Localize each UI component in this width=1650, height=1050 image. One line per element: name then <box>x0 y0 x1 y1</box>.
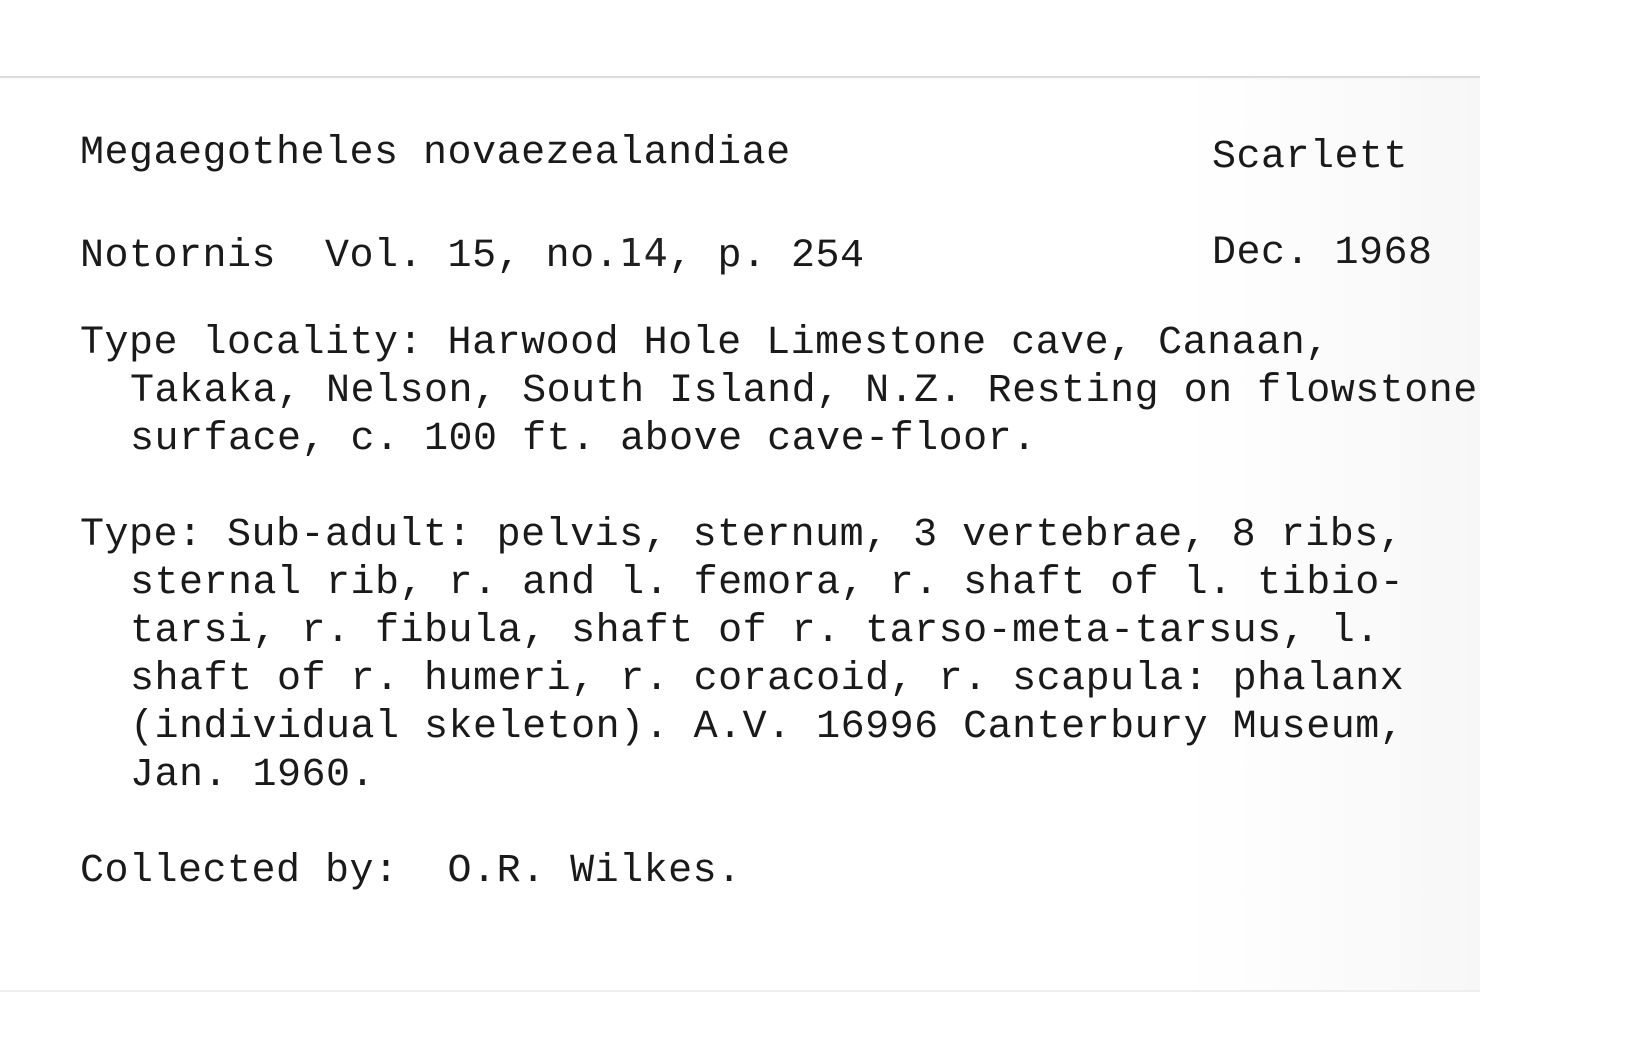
species-name: Megaegotheles novaezealandiae <box>80 131 791 176</box>
type-specimen-line: (individual skeleton). A.V. 16996 Canterbury Museum, <box>130 705 1405 750</box>
type-specimen-line: Type: Sub-adult: pelvis, sternum, 3 vertebrae, 8 ribs, <box>80 513 1404 558</box>
reference-suffix: , p. 254 <box>668 234 865 279</box>
reference-prefix: Notornis Vol. 15, no. <box>80 234 620 279</box>
type-locality-line: surface, c. 100 ft. above cave-floor. <box>130 417 1037 462</box>
type-locality-line: Type locality: Harwood Hole Limestone cave, Canaan, <box>80 321 1330 366</box>
reference-issue-handwritten: 14 <box>619 231 669 275</box>
type-locality-line: Takaka, Nelson, South Island, N.Z. Resting on flowstone <box>130 369 1478 414</box>
type-specimen-line: Jan. 1960. <box>130 753 376 798</box>
type-specimen-line: tarsi, r. fibula, shaft of r. tarso-meta-tarsus, l. <box>130 609 1380 654</box>
author-name: Scarlett <box>1212 135 1409 180</box>
type-specimen-line: shaft of r. humeri, r. coracoid, r. scapula: phalanx <box>130 657 1405 702</box>
collected-by: Collected by: O.R. Wilkes. <box>80 849 742 894</box>
type-specimen-line: sternal rib, r. and l. femora, r. shaft of l. tibio- <box>130 561 1405 606</box>
reference-line <box>80 231 865 279</box>
card-top-edge <box>0 76 1480 80</box>
publication-date: Dec. 1968 <box>1212 231 1433 276</box>
index-card <box>0 76 1480 992</box>
